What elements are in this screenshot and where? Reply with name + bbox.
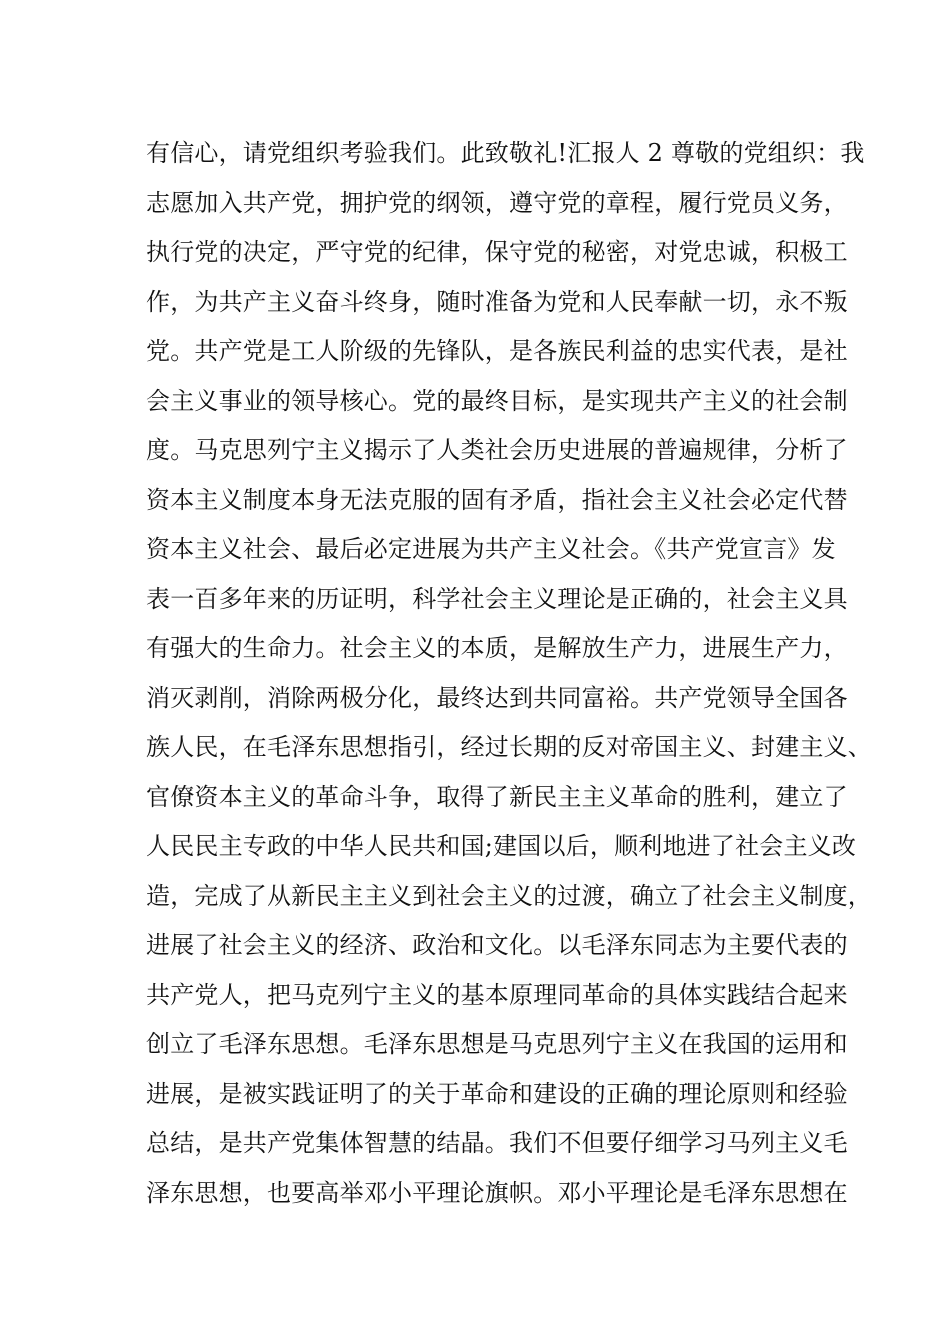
text-line: 志愿加入共产党，拥护党的纲领，遵守党的章程，履行党员义务， [146,188,848,217]
text-line: 度。马克思列宁主义揭示了人类社会历史进展的普遍规律，分析了 [146,436,848,464]
text-line: 有信心，请党组织考验我们。此致敬礼!汇报人 2 尊敬的党组织：我 [146,139,865,167]
text-line: 消灭剥削，消除两极分化，最终达到共同富裕。共产党领导全国各 [146,683,848,712]
text-line: 作，为共产主义奋斗终身，随时准备为党和人民奉献一切，永不叛 [146,287,848,316]
text-line: 泽东思想，也要高举邓小平理论旗帜。邓小平理论是毛泽东思想在 [146,1178,848,1207]
text-line: 表一百多年来的历证明，科学社会主义理论是正确的，社会主义具 [146,584,848,613]
text-line: 执行党的决定，严守党的纪律，保守党的秘密，对党忠诚，积极工 [146,238,848,266]
text-line: 资本主义社会、最后必定进展为共产主义社会。《共产党宣言》发 [146,535,836,563]
text-line: 人民民主专政的中华人民共和国;建国以后，顺利地进了社会主义改 [146,832,857,860]
text-line: 族人民，在毛泽东思想指引，经过长期的反对帝国主义、封建主义、 [146,733,872,761]
text-line: 造，完成了从新民主主义到社会主义的过渡，确立了社会主义制度， [146,881,872,910]
text-line: 官僚资本主义的革命斗争，取得了新民主主义革命的胜利，建立了 [146,782,848,811]
text-line: 共产党人，把马克列宁主义的基本原理同革命的具体实践结合起来 [146,980,848,1009]
text-line: 有强大的生命力。社会主义的本质，是解放生产力，进展生产力， [146,634,848,662]
text-line: 总结，是共产党集体智慧的结晶。我们不但要仔细学习马列主义毛 [146,1129,848,1157]
body-text [146,129,872,1218]
text-line: 创立了毛泽东思想。毛泽东思想是马克思列宁主义在我国的运用和 [146,1030,848,1058]
text-line: 会主义事业的领导核心。党的最终目标，是实现共产主义的社会制 [146,386,848,415]
text-line: 进展了社会主义的经济、政治和文化。以毛泽东同志为主要代表的 [146,931,848,959]
text-line: 党。共产党是工人阶级的先锋队，是各族民利益的忠实代表，是社 [146,337,848,365]
text-line: 资本主义制度本身无法克服的固有矛盾，指社会主义社会必定代替 [146,485,848,514]
text-line: 进展，是被实践证明了的关于革命和建设的正确的理论原则和经验 [146,1079,848,1108]
